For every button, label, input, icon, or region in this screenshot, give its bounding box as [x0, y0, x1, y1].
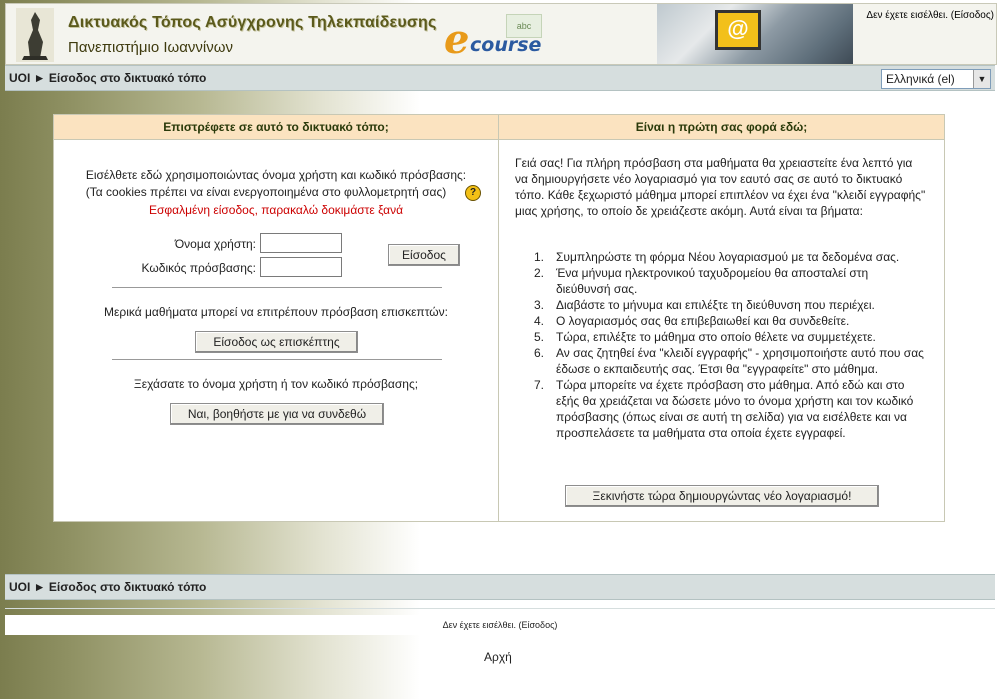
- ecourse-logo-e: e: [444, 16, 470, 63]
- divider: [5, 608, 995, 609]
- site-header: [5, 3, 997, 65]
- login-button[interactable]: Είσοδος: [388, 244, 460, 266]
- abc-block: abc: [506, 14, 542, 38]
- signup-button[interactable]: Ξεκινήστε τώρα δημιουργώντας νέο λογαριασμό!: [565, 485, 879, 507]
- guest-text: Μερικά μαθήματα μπορεί να επιτρέπουν πρόσβαση επισκεπτών:: [104, 305, 448, 319]
- breadcrumb[interactable]: UOI ► Είσοδος στο δικτυακό τόπο: [9, 71, 207, 85]
- list-item: 4. Ο λογαριασμός σας θα επιβεβαιωθεί και θα συνδεθείτε.: [534, 314, 850, 328]
- signup-intro: Γειά σας! Για πλήρη πρόσβαση στα μαθήματα θα χρειαστείτε ένα λεπτό για να δημιουργήσετε νέο λογαριασμό για τον εαυτό σας σε αυτό το δικτυακό τόπο. Κάθε ξεχωριστό μάθημα μπορεί επιπλέον να έχει ένα "κλειδί εγγραφής" μιας χρήσης, το οποίο δε χρειάζεστε ακόμη. Αυτά είναι τα βήματα:: [515, 156, 926, 218]
- list-item: 3. Διαβάστε το μήνυμα και επιλέξτε τη διεύθυνση που περιέχει.: [534, 298, 875, 312]
- list-item: 7. Τώρα μπορείτε να έχετε πρόσβαση στο μάθημα. Από εδώ και στο εξής θα χρειάζεται να δώσετε μόνο το όνομα χρήστη και τον κωδικό πρόσβασης (όπως είναι σε αυτή τη σελίδα) για να εισέλθετε και να προσπελάσετε τα μαθήματα στα οποία έχετε εγγραφεί.: [534, 378, 914, 440]
- navbar: [5, 65, 995, 91]
- chevron-down-icon[interactable]: ▼: [973, 70, 990, 88]
- divider: [112, 287, 442, 288]
- forgot-text: Ξεχάσατε το όνομα χρήστη ή τον κωδικό πρόσβασης;: [133, 377, 419, 391]
- footer-breadcrumb[interactable]: UOI ► Είσοδος στο δικτυακό τόπο: [9, 580, 207, 594]
- login-box: [53, 114, 945, 522]
- language-select-value: Ελληνικά (el): [886, 72, 955, 86]
- list-item: 2. Ένα μήνυμα ηλεκτρονικού ταχυδρομείου θα αποσταλεί στη διεύθυνσή σας.: [534, 266, 869, 296]
- language-select[interactable]: [881, 69, 991, 89]
- returning-user-heading: Επιστρέφετε σε αυτό το δικτυακό τόπο;: [54, 115, 499, 140]
- password-field[interactable]: [260, 257, 342, 277]
- username-field[interactable]: [260, 233, 342, 253]
- list-item: 6. Αν σας ζητηθεί ένα "κλειδί εγγραφής" - χρησιμοποιήστε αυτό που σας έδωσε ο εκπαιδευτής σας. Έτσι θα "εγγραφείτε" στο μάθημα.: [534, 346, 924, 376]
- home-link[interactable]: Αρχή: [484, 650, 512, 664]
- column-divider: [498, 115, 499, 521]
- university-logo-icon: [16, 8, 54, 62]
- list-item: 1. Συμπληρώστε τη φόρμα Νέου λογαριασμού με τα δεδομένα σας.: [534, 250, 900, 264]
- guest-login-button[interactable]: Είσοδος ως επισκέπτης: [195, 331, 358, 353]
- ecourse-logo: [444, 12, 554, 62]
- login-error: Εσφαλμένη είσοδος, παρακαλώ δοκιμάστε ξανά: [148, 203, 404, 217]
- ecourse-logo-text: course: [470, 34, 542, 56]
- footer-navbar: [5, 574, 995, 600]
- login-intro-1: Εισέλθετε εδώ χρησιμοποιώντας όνομα χρήστη και κωδικό πρόσβασης:: [85, 168, 467, 182]
- monitor-icon: @: [715, 10, 761, 50]
- password-label: Κωδικός πρόσβασης:: [141, 261, 256, 275]
- login-intro-2: (Τα cookies πρέπει να είναι ενεργοποιημένα στο φυλλομετρητή σας): [85, 185, 447, 199]
- forgot-password-button[interactable]: Ναι, βοηθήστε με για να συνδεθώ: [170, 403, 384, 425]
- username-label: Όνομα χρήστη:: [174, 237, 256, 251]
- list-item: 5. Τώρα, επιλέξτε το μάθημα στο οποίο θέλετε να συμμετέχετε.: [534, 330, 876, 344]
- site-subtitle: Πανεπιστήμιο Ιωαννίνων: [68, 39, 233, 56]
- footer-login-info[interactable]: Δεν έχετε εισέλθει. (Είσοδος): [5, 615, 995, 635]
- site-title: Δικτυακός Τόπος Ασύγχρονης Τηλεκπαίδευσης: [68, 14, 437, 31]
- divider: [112, 359, 442, 360]
- new-user-heading: Είναι η πρώτη σας φορά εδώ;: [499, 115, 944, 140]
- header-photo: [657, 4, 853, 64]
- signup-steps: [534, 249, 924, 441]
- login-info[interactable]: Δεν έχετε εισέλθει. (Είσοδος): [866, 10, 994, 21]
- help-icon[interactable]: ?: [465, 185, 481, 201]
